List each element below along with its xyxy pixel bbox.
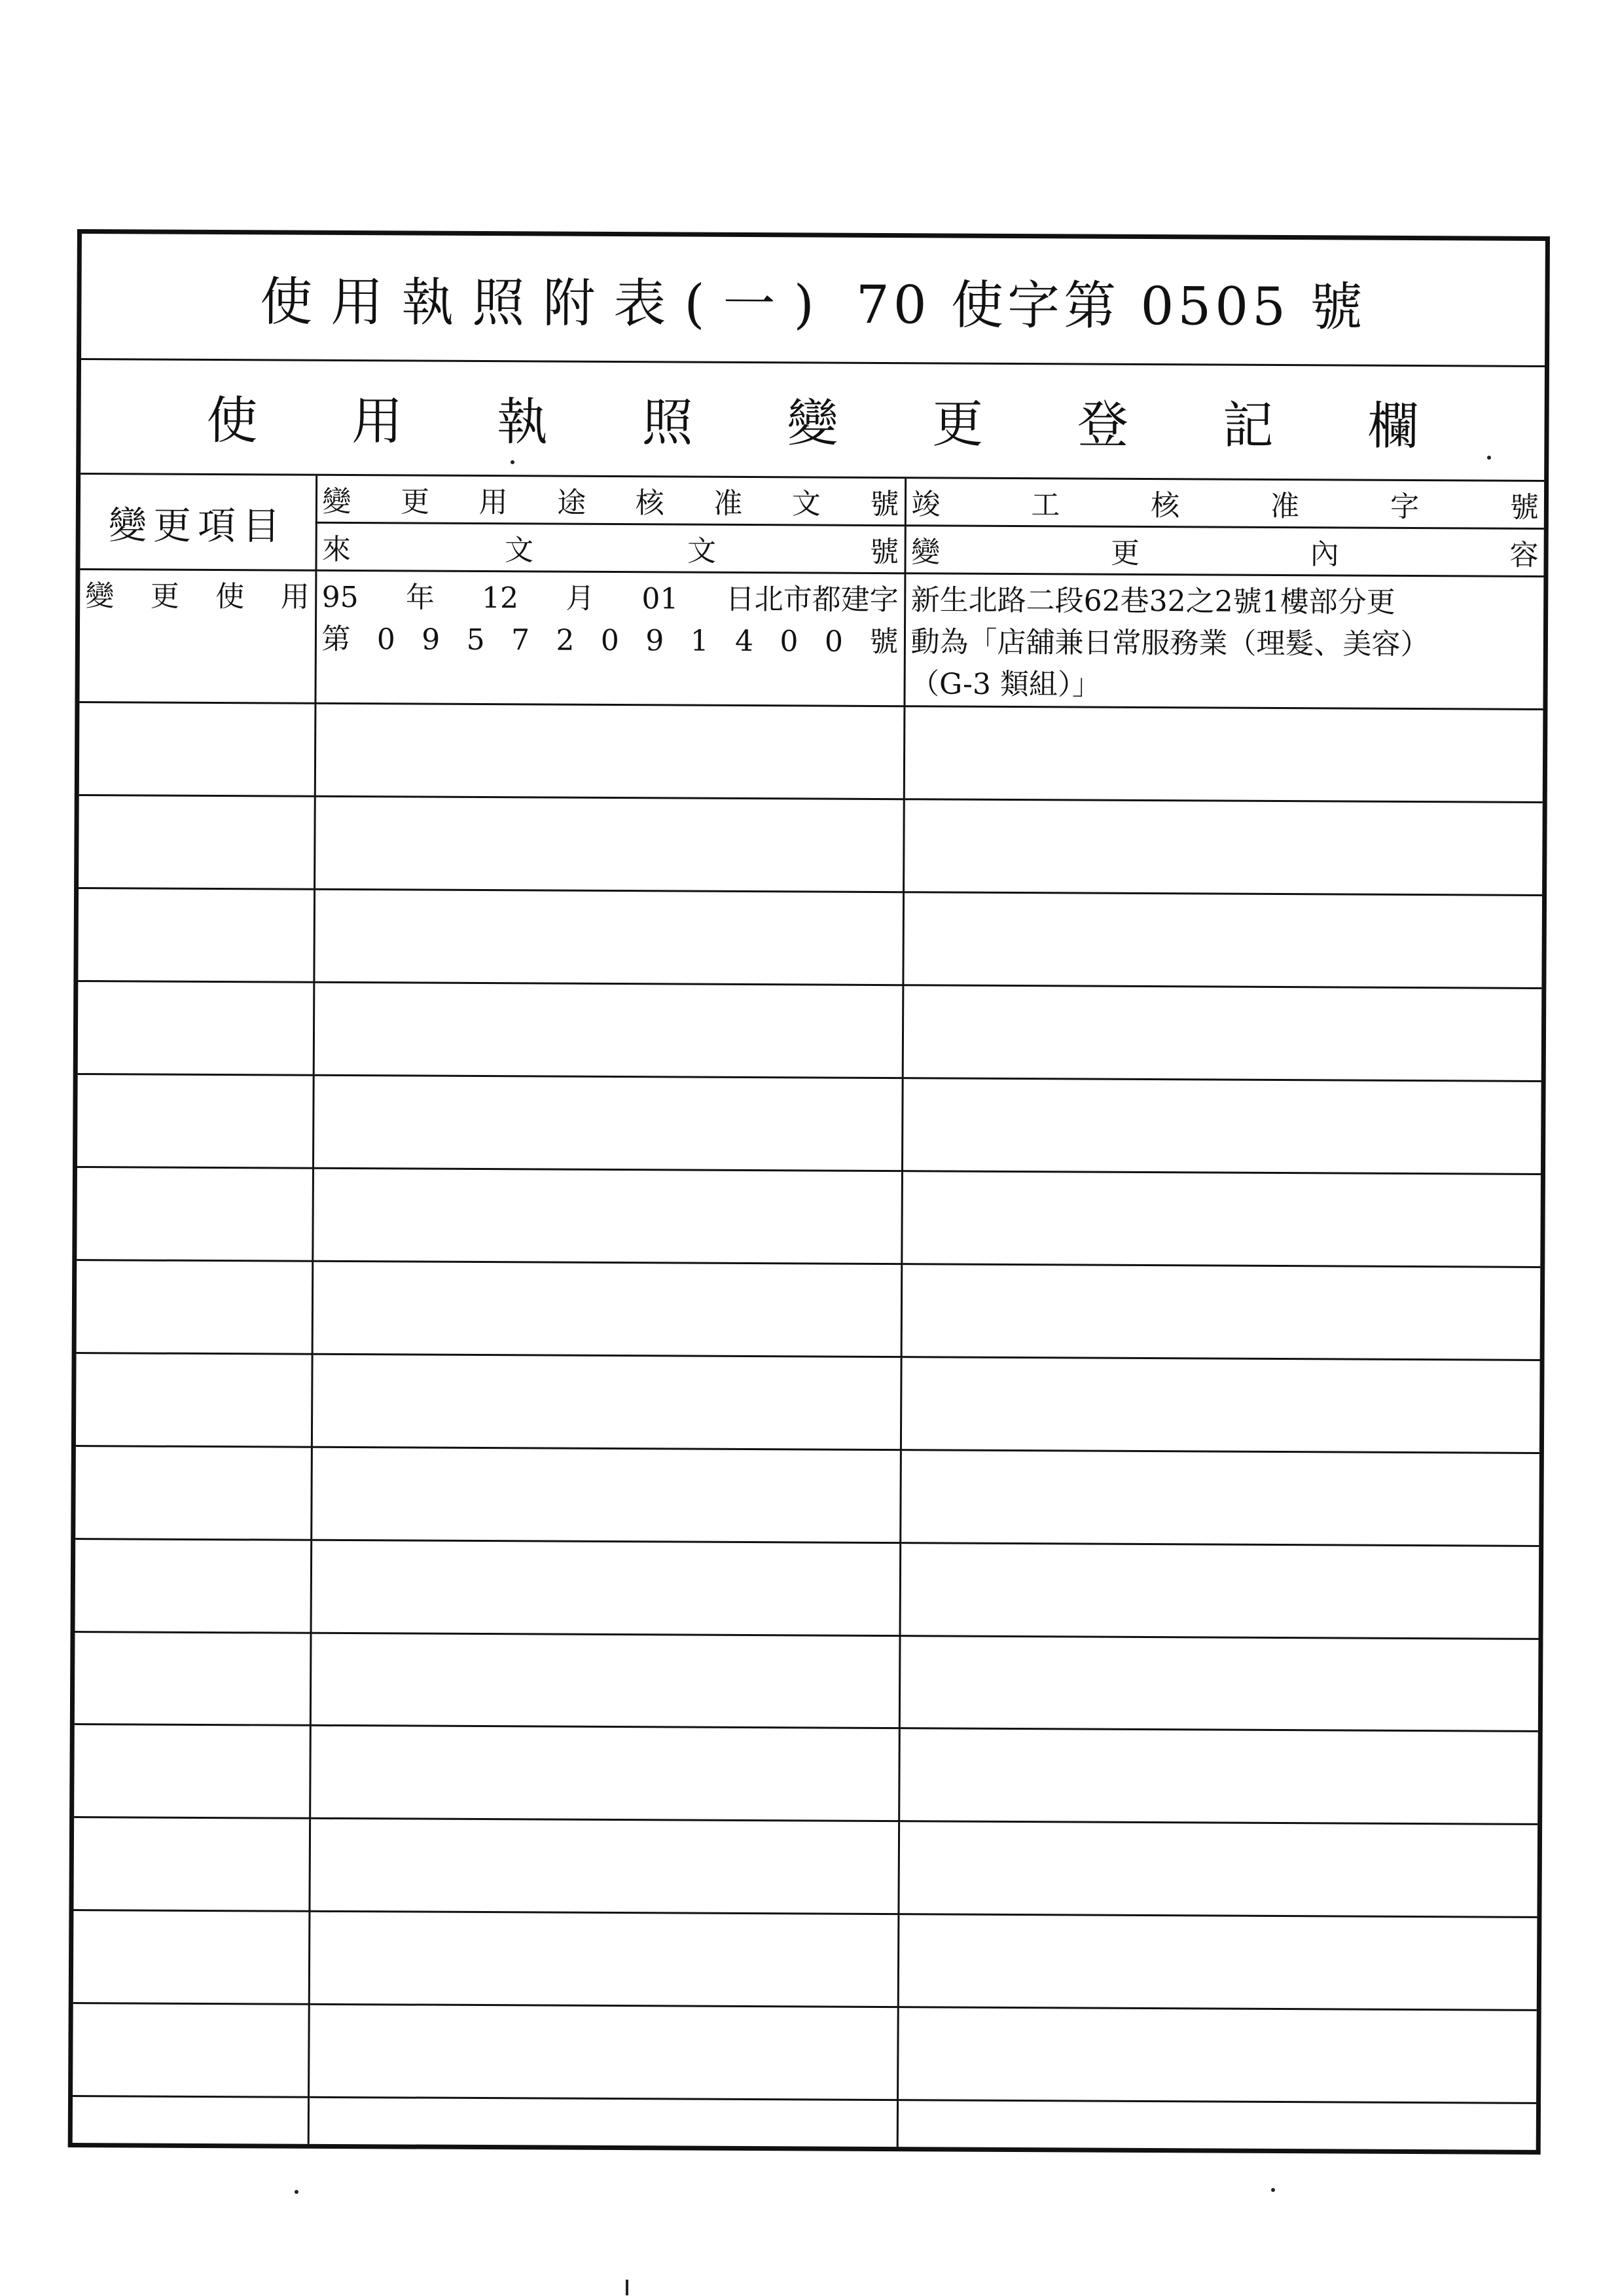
form-title: [81, 234, 1545, 367]
empty-cell[interactable]: [310, 1633, 900, 1728]
doc-token: 9: [422, 623, 440, 657]
table-row: [73, 1817, 1537, 1918]
empty-cell[interactable]: [897, 2100, 1536, 2150]
doc-token: 5: [466, 623, 485, 657]
subtitle-char: 更: [932, 394, 984, 454]
empty-cell[interactable]: [315, 703, 905, 799]
header-char: 准: [713, 486, 743, 520]
empty-cell[interactable]: [900, 1542, 1539, 1639]
license-number: 70 使字第 0505 號: [855, 274, 1367, 338]
title-char: 使: [260, 270, 331, 333]
header-char: 容: [1509, 538, 1539, 572]
change-content-cell: [904, 574, 1543, 710]
empty-cell[interactable]: [904, 706, 1543, 803]
item-char: 用: [280, 580, 310, 614]
table-row: [77, 1260, 1541, 1360]
doc-token: 0: [780, 625, 799, 659]
empty-cell[interactable]: [77, 1167, 313, 1261]
empty-cell[interactable]: [899, 1635, 1539, 1732]
doc-token: 01: [641, 582, 679, 616]
table-row: [75, 1539, 1539, 1639]
header-char: 核: [635, 486, 664, 520]
empty-cell[interactable]: [309, 1912, 899, 2007]
item-char: 變: [85, 579, 115, 613]
doc-token: 日北市都建字: [725, 582, 899, 617]
header-char: 用: [478, 486, 508, 520]
header-char: 准: [1270, 489, 1300, 524]
approval-doc-header: [316, 476, 905, 526]
empty-cell[interactable]: [314, 982, 903, 1078]
empty-cell[interactable]: [313, 1075, 903, 1171]
empty-cell[interactable]: [903, 985, 1542, 1082]
header-char: 號: [1509, 490, 1539, 524]
scan-speck: [511, 460, 514, 464]
subtitle-char: 登: [1077, 395, 1129, 455]
empty-cell[interactable]: [73, 1817, 310, 1912]
scan-speck: [626, 2280, 628, 2295]
subtitle-char: 照: [641, 393, 693, 453]
empty-cell[interactable]: [310, 1726, 899, 1821]
doc-token: 7: [511, 623, 530, 657]
doc-token: 0: [824, 625, 844, 659]
table-row: [79, 702, 1543, 803]
doc-token: 12: [482, 581, 519, 615]
table-row: [75, 1446, 1539, 1546]
header-char: 核: [1151, 489, 1180, 523]
empty-cell[interactable]: [308, 2005, 898, 2100]
content-line: （G-3 類組）」: [910, 667, 1102, 702]
empty-cell[interactable]: [78, 981, 314, 1075]
table-row: [79, 570, 1543, 710]
title-char: 附: [543, 272, 614, 334]
empty-cell[interactable]: [78, 888, 314, 982]
item-char: 使: [215, 580, 245, 614]
subtitle-char: 用: [351, 392, 403, 451]
empty-cell[interactable]: [903, 799, 1543, 896]
form-subtitle: [81, 358, 1545, 482]
header-char: 變: [322, 484, 351, 519]
empty-cell[interactable]: [901, 1171, 1541, 1267]
table-row: [79, 795, 1543, 895]
subtitle-char: 執: [496, 392, 548, 452]
empty-cell[interactable]: [903, 892, 1542, 989]
header-char: 字: [1390, 490, 1420, 524]
empty-cell[interactable]: [312, 1354, 901, 1449]
doc-token: 號: [869, 625, 899, 659]
header-char: 竣: [911, 488, 941, 522]
table-row: [73, 1910, 1537, 2011]
empty-cell[interactable]: [77, 1260, 313, 1354]
usage-license-form: [68, 229, 1550, 2155]
header-char: 途: [557, 486, 586, 520]
empty-cell[interactable]: [75, 1539, 312, 1633]
empty-cell[interactable]: [311, 1447, 901, 1542]
empty-cell[interactable]: [898, 1821, 1537, 1918]
table-row: [78, 888, 1542, 988]
empty-cell[interactable]: [75, 1631, 311, 1726]
change-item-cell: [79, 570, 315, 704]
doc-token: 0: [376, 623, 395, 657]
header-char: 文: [504, 534, 534, 568]
doc-token: 年: [405, 581, 435, 615]
doc-token: 95: [321, 580, 359, 615]
empty-cell[interactable]: [314, 796, 904, 892]
incoming-doc-header: [315, 522, 905, 573]
subtitle-char: 變: [787, 393, 838, 454]
table-row: [73, 2096, 1536, 2150]
empty-cell[interactable]: [308, 2098, 897, 2147]
empty-cell[interactable]: [312, 1168, 902, 1264]
empty-cell[interactable]: [74, 1724, 310, 1819]
empty-cell[interactable]: [312, 1261, 902, 1357]
empty-cell[interactable]: [79, 795, 315, 889]
header-char: 號: [870, 487, 899, 522]
subtitle-char: 使: [206, 391, 258, 450]
empty-cell[interactable]: [73, 2096, 308, 2144]
change-register-table: [73, 475, 1544, 2150]
item-char: 更: [150, 579, 179, 613]
empty-cell[interactable]: [75, 1446, 312, 1540]
header-char: 文: [791, 487, 821, 521]
table-row: [74, 1724, 1538, 1825]
doc-token: 第: [321, 622, 351, 657]
doc-token: 4: [734, 624, 754, 659]
approval-doc-cell: [315, 570, 905, 706]
scan-speck: [1271, 2188, 1275, 2192]
empty-cell[interactable]: [900, 1449, 1539, 1546]
empty-cell[interactable]: [898, 1914, 1537, 2011]
header-char: 號: [869, 535, 899, 570]
completion-approval-header: [905, 479, 1544, 528]
content-line: 動為「店舖兼日常服務業（理髮、美容）: [910, 625, 1429, 662]
empty-cell[interactable]: [73, 1910, 310, 2005]
empty-cell[interactable]: [314, 889, 903, 985]
title-char: (一): [684, 273, 833, 335]
empty-cell[interactable]: [77, 1074, 314, 1168]
empty-cell[interactable]: [902, 1078, 1541, 1174]
empty-cell[interactable]: [899, 1728, 1538, 1825]
title-char: 照: [472, 272, 543, 333]
empty-cell[interactable]: [309, 1819, 899, 1914]
change-item-header: 變更項目: [80, 475, 316, 570]
empty-cell[interactable]: [901, 1264, 1541, 1360]
doc-token: 月: [566, 581, 595, 615]
table-row: [78, 981, 1542, 1081]
doc-token: 9: [645, 624, 664, 658]
header-char: 更: [1110, 536, 1140, 570]
empty-cell[interactable]: [73, 2003, 309, 2098]
content-line: 新生北路二段62巷32之2號1樓部分更: [910, 583, 1395, 619]
doc-token: 1: [690, 624, 709, 658]
doc-token: 2: [556, 623, 575, 657]
header-char: 更: [400, 485, 430, 519]
empty-cell[interactable]: [311, 1540, 901, 1635]
title-char: 用: [331, 271, 402, 333]
subtitle-char: 欄: [1367, 397, 1419, 456]
table-row: [75, 1631, 1539, 1732]
table-row: [77, 1074, 1541, 1174]
table-row: [73, 2003, 1537, 2104]
header-char: 來: [321, 532, 351, 567]
empty-cell[interactable]: [897, 2007, 1537, 2104]
table-row: [77, 1167, 1541, 1267]
doc-token: 0: [600, 623, 620, 658]
scan-speck: [295, 2190, 298, 2194]
header-char: 內: [1310, 538, 1339, 572]
scan-speck: [1487, 456, 1491, 460]
title-char: 表: [613, 272, 685, 335]
change-content-header: [905, 526, 1543, 577]
title-char: 執: [401, 271, 473, 333]
empty-cell[interactable]: [79, 702, 315, 797]
empty-cell[interactable]: [901, 1357, 1540, 1453]
empty-cell[interactable]: [76, 1353, 312, 1447]
table-row: [76, 1353, 1540, 1453]
subtitle-char: 記: [1222, 396, 1274, 456]
header-char: 工: [1031, 488, 1060, 522]
header-char: 變: [910, 536, 941, 570]
header-char: 文: [687, 534, 717, 568]
header-row-top: [81, 475, 1544, 528]
